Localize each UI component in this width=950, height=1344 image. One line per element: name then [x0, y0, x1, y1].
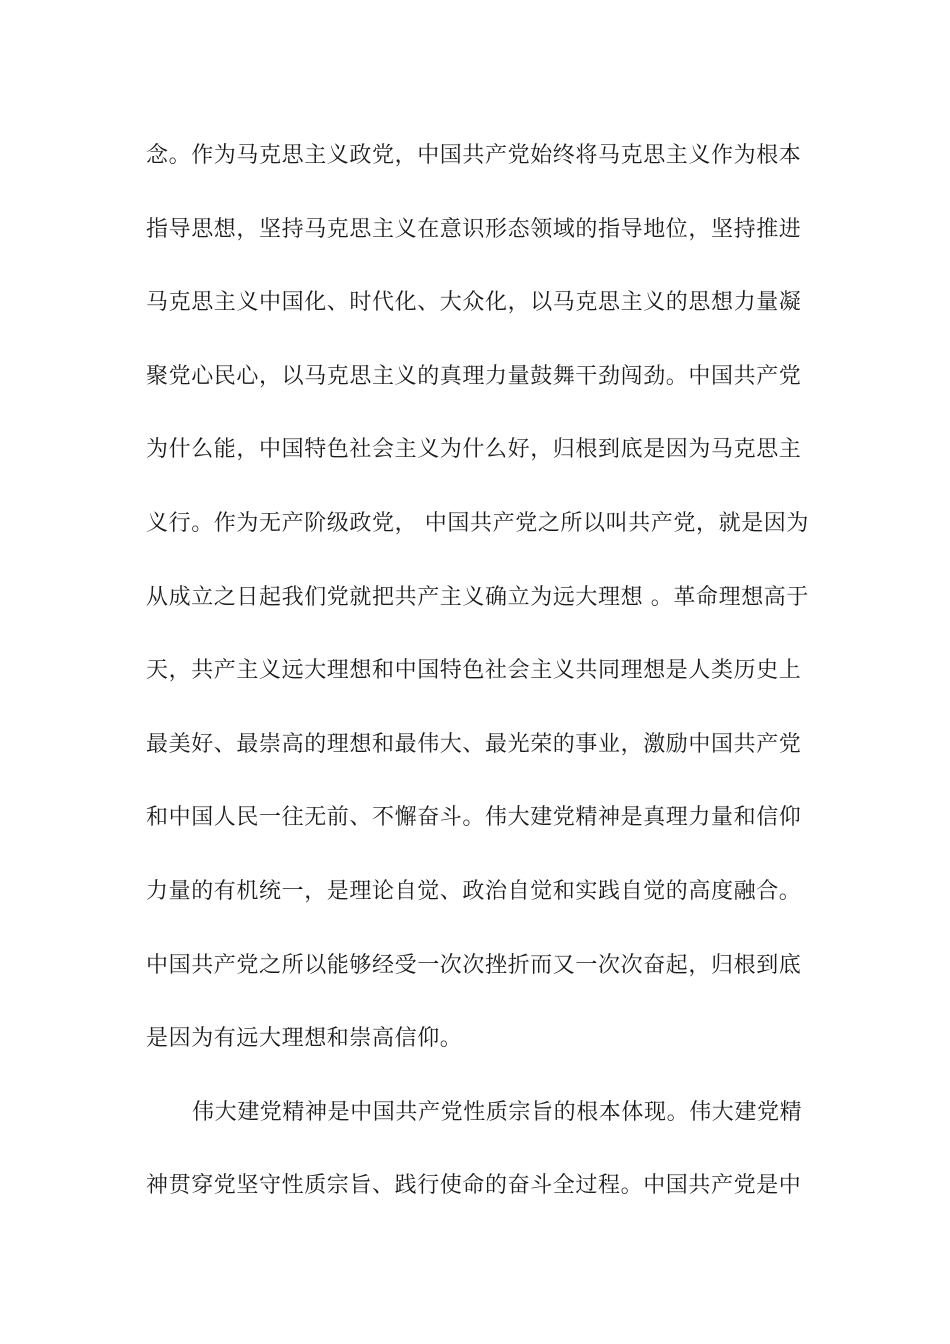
text-line: 指导思想，坚持马克思主义在意识形态领域的指导地位，坚持推进: [146, 217, 802, 242]
paragraph-first-line: 伟大建党精神是中国共产党性质宗旨的根本体现。伟大建党精: [192, 1100, 803, 1125]
text-line: 和中国人民一往无前、不懈奋斗。伟大建党精神是真理力量和信仰: [146, 805, 802, 830]
text-line: 力量的有机统一，是理论自觉、政治自觉和实践自觉的高度融合。: [146, 879, 802, 904]
text-line: 天，共产主义远大理想和中国特色社会主义共同理想是人类历史上: [146, 658, 802, 683]
text-line: 从成立之日起我们党就把共产主义确立为远大理想 。革命理想高于: [146, 585, 809, 610]
text-line: 是因为有远大理想和崇高信仰。: [146, 1026, 463, 1051]
text-line: 神贯穿党坚守性质宗旨、践行使命的奋斗全过程。中国共产党是中: [146, 1173, 802, 1198]
text-line: 马克思主义中国化、时代化、大众化，以马克思主义的思想力量凝: [146, 290, 802, 315]
text-line: 义行。作为无产阶级政党， 中国共产党之所以叫共产党，就是因为: [146, 511, 809, 536]
text-line: 中国共产党之所以能够经受一次次挫折而又一次次奋起，归根到底: [146, 953, 802, 978]
text-line: 为什么能，中国特色社会主义为什么好，归根到底是因为马克思主: [146, 437, 802, 462]
text-line: 最美好、最崇高的理想和最伟大、最光荣的事业，激励中国共产党: [146, 732, 802, 757]
text-line: 聚党心民心，以马克思主义的真理力量鼓舞干劲闯劲。中国共产党: [146, 364, 802, 389]
text-line: 念。作为马克思主义政党，中国共产党始终将马克思主义作为根本: [146, 143, 802, 168]
